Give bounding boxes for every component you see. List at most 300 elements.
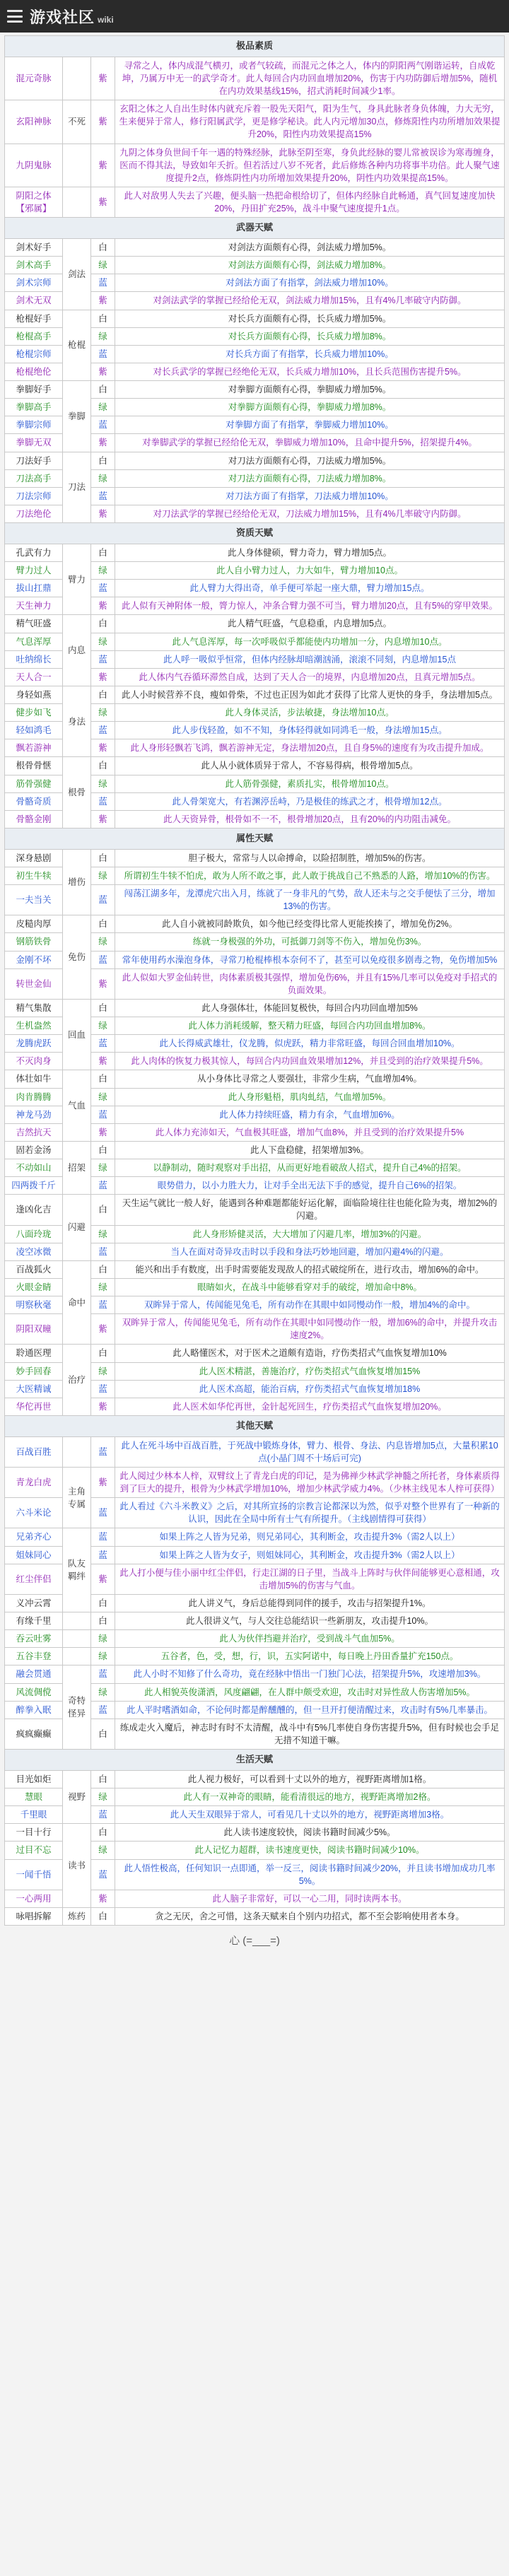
trait-description: 天生运气就比一般人好，能遇到各种难题都能好运化解，面临险境往往也能化险为夷，增加2%的闪避。: [115, 1195, 505, 1225]
trait-rarity: 紫: [91, 1398, 115, 1415]
trait-rarity: 白: [91, 239, 115, 257]
section-header-row: [5, 36, 505, 57]
table-row: [5, 1467, 505, 1497]
trait-name[interactable]: 风流倜傥: [5, 1683, 63, 1701]
trait-description: 此人记忆力超群，读书速度更快，阅读书籍时间减少10%。: [115, 1842, 505, 1859]
trait-description: 此人小时不知修了什么奇功，竟在经脉中悟出一门独门心法，招架提升5%，攻速增加3%。: [115, 1665, 505, 1683]
trait-name[interactable]: 气息浑厚: [5, 633, 63, 650]
trait-rarity: 白: [91, 310, 115, 327]
page-footer: [0, 1926, 509, 1954]
trait-rarity: 绿: [91, 327, 115, 345]
trait-description: 从小身体比寻常之人要强壮，非常少生病，气血增加4%。: [115, 1070, 505, 1088]
trait-description: 寻常之人，体内成混气横刃，或者气较疏，而混元之体之人，体内的阴阳两气刚谐运转，自成乾坤，乃属万中无一的武学奇才。此人每回合内功回血增加20%，伤害于内功防御后增加5%，随机在内功效果基线15%，招式消耗时间减少1率。: [115, 57, 505, 100]
table-row: [5, 452, 505, 469]
trait-name[interactable]: 刀法好手: [5, 452, 63, 469]
trait-name[interactable]: 红尘伴侣: [5, 1564, 63, 1594]
trait-category: 招架: [63, 1141, 91, 1194]
table-row: [5, 686, 505, 703]
trait-description: 所谓初生牛犊不怕虎，敢为人所不敢之事，此人敢于挑战自己不熟悉的人路，增加10%的伤害。: [115, 867, 505, 884]
trait-description: 此人下盘稳健，招架增加3%。: [115, 1141, 505, 1159]
table-row: [5, 100, 505, 144]
trait-category: [63, 187, 91, 217]
trait-name[interactable]: 混元奇脉: [5, 57, 63, 100]
trait-rarity: 白: [91, 1907, 115, 1925]
trait-name[interactable]: 枪棍好手: [5, 310, 63, 327]
trait-rarity: 紫: [91, 810, 115, 828]
main-content: [0, 33, 509, 1926]
trait-rarity: 白: [91, 849, 115, 867]
trait-name[interactable]: 固若金汤: [5, 1141, 63, 1159]
trait-description: 此人相貌英俊潇洒，风度翩翩，在人群中颇受欢迎，攻击时对异性敌人伤害增加5%。: [115, 1683, 505, 1701]
trait-rarity: 蓝: [91, 951, 115, 968]
trait-name[interactable]: 神龙马劲: [5, 1106, 63, 1123]
trait-description: 此人体内气吞循环滞然自成，达到了天人合一的境界，内息增加20点，且真元增加5点。: [115, 668, 505, 686]
trait-name[interactable]: 百战百胜: [5, 1436, 63, 1467]
trait-description: 此人小时候营养不良，瘦如骨柴，不过也正因为如此才获得了比常人更快的身手，身法增加5点。: [115, 686, 505, 703]
trait-name[interactable]: 拳脚高手: [5, 399, 63, 416]
trait-name[interactable]: 醉拳入眠: [5, 1701, 63, 1719]
trait-rarity: 蓝: [91, 274, 115, 292]
trait-name[interactable]: 臂力过人: [5, 562, 63, 580]
trait-rarity: 绿: [91, 1088, 115, 1106]
trait-rarity: 紫: [91, 1564, 115, 1594]
trait-description: 此人筋骨强健，素质扎实，根骨增加10点。: [115, 775, 505, 792]
trait-name[interactable]: 玄阳神脉: [5, 100, 63, 144]
trait-name[interactable]: 青龙白虎: [5, 1467, 63, 1497]
table-row: [5, 1907, 505, 1925]
trait-description: 对长兵武学的掌握已经绝伦无双，长兵威力增加10%，且长兵范围伤害提升5%。: [115, 363, 505, 380]
trait-category: [63, 1630, 91, 1648]
trait-category: 内息: [63, 615, 91, 686]
trait-description: 五谷者，色，受，想，行，识，五实阿诺中，每日晚上丹田香量扩充150点。: [115, 1648, 505, 1665]
trait-name[interactable]: 有缘千里: [5, 1612, 63, 1630]
trait-name[interactable]: 金刚不坏: [5, 951, 63, 968]
trait-description: 对剑法方面颇有心得，剑法威力增加8%。: [115, 257, 505, 274]
section-title: 属性天赋: [5, 828, 505, 849]
trait-name[interactable]: 转世金仙: [5, 968, 63, 999]
trait-description: 对拳脚方面颇有心得，拳脚威力增加5%。: [115, 381, 505, 399]
trait-name[interactable]: 目光如炬: [5, 1770, 63, 1788]
table-row: [5, 1528, 505, 1546]
table-row: [5, 1770, 505, 1788]
trait-description: 此人略懂医术，对于医术之道颇有造诣，疗伤类招式气血恢复增加10%: [115, 1345, 505, 1362]
trait-description: 此人身强体壮，体能回复极快，每回合内功回血增加5%: [115, 999, 505, 1017]
trait-rarity: 蓝: [91, 1035, 115, 1053]
trait-rarity: 白: [91, 615, 115, 633]
table-row: [5, 1345, 505, 1362]
trait-name[interactable]: 剑术好手: [5, 239, 63, 257]
trait-description: 此人读书速度较快，阅读书籍时间减少5%。: [115, 1824, 505, 1842]
trait-description: 此人体力充沛如天，气血极其旺盛，增加气血8%，并且受到的治疗效果提升5%: [115, 1123, 505, 1141]
trait-rarity: 紫: [91, 1053, 115, 1070]
trait-description: 对长兵方面颇有心得，长兵威力增加8%。: [115, 327, 505, 345]
trait-rarity: 绿: [91, 933, 115, 951]
trait-rarity: 白: [91, 915, 115, 933]
trait-description: 此人讲义气，身后总能得到同伴的援手，攻击与招架提升1%。: [115, 1594, 505, 1612]
trait-rarity: 白: [91, 686, 115, 703]
trait-name[interactable]: 疯疯癫癫: [5, 1719, 63, 1749]
trait-category: 闪避: [63, 1195, 91, 1261]
trait-description: 此人身体健硕，臂力奇力，臂力增加5点。: [115, 544, 505, 561]
trait-name[interactable]: 精气旺盛: [5, 615, 63, 633]
trait-rarity: 紫: [91, 292, 115, 310]
trait-rarity: 蓝: [91, 1436, 115, 1467]
section-header-row: [5, 523, 505, 544]
trait-name[interactable]: 一闻千悟: [5, 1859, 63, 1890]
trait-rarity: 紫: [91, 187, 115, 217]
trait-name[interactable]: 刀法高手: [5, 469, 63, 487]
trait-description: 当人在面对奇异攻击时以手段和身法巧妙地回避，增加闪避4%的闪避。: [115, 1243, 505, 1260]
trait-name[interactable]: 剑术无双: [5, 292, 63, 310]
trait-description: 双眸异于常人，传闻能见兔毛，所有动作在其眼中如同慢动作一般，增加4%的命中。: [115, 1296, 505, 1314]
trait-description: 玄阳之体之人自出生时体内就充斥着一股先天阳气，阳为生气，身具此脉者身负体魄，力大无穷，生来便异于常人，修行阳属武学，更是修学秘诀。此人内元增加30点，修炼阳性内功所增加效果提升20%，阳性内功效果提高15%: [115, 100, 505, 144]
trait-name[interactable]: 皮糙肉厚: [5, 915, 63, 933]
trait-name[interactable]: 枪棍高手: [5, 327, 63, 345]
trait-description: 此人天生双眼异于常人，可看见几十丈以外的地方，视野距离增加3格。: [115, 1806, 505, 1824]
trait-name[interactable]: 一目十行: [5, 1824, 63, 1842]
section-header-row: [5, 828, 505, 849]
trait-description: 此人长得威武雄壮，仪龙腾，似虎跃，精力非常旺盛，每回合回血增加10%。: [115, 1035, 505, 1053]
trait-rarity: 蓝: [91, 487, 115, 505]
trait-description: 双眸异于常人，传闻能见兔毛，所有动作在其眼中如同慢动作一般，增加6%的命中，并提升攻击速度2%。: [115, 1314, 505, 1345]
trait-category: 炼药: [63, 1907, 91, 1925]
trait-description: 此人体力持续旺盛，精力有余，气血增加6%。: [115, 1106, 505, 1123]
trait-rarity: 白: [91, 381, 115, 399]
trait-rarity: 紫: [91, 668, 115, 686]
trait-description: 此人医术精湛，善施治疗，疗伤类招式气血恢复增加15%: [115, 1362, 505, 1380]
trait-name[interactable]: 慧眼: [5, 1788, 63, 1806]
trait-category: 读书: [63, 1824, 91, 1908]
trait-name[interactable]: 身轻如燕: [5, 686, 63, 703]
trait-rarity: 白: [91, 757, 115, 775]
trait-name[interactable]: 天生神力: [5, 597, 63, 615]
table-row: [5, 1070, 505, 1088]
trait-description: 此人医术如华佗再世，金针起死回生，疗伤类招式气血恢复增加20%。: [115, 1398, 505, 1415]
trait-name[interactable]: 百战狐火: [5, 1260, 63, 1278]
trait-description: 此人似如大罗金仙转世，肉体素质极其强悍，增加免伤6%，并且有15%几率可以免疫对手招式的负面效果。: [115, 968, 505, 999]
section-title: 资质天赋: [5, 523, 505, 544]
trait-rarity: 紫: [91, 144, 115, 187]
trait-name[interactable]: 精气集散: [5, 999, 63, 1017]
trait-description: 对剑法武学的掌握已经给伦无双，剑法威力增加15%，且有4%几率破守内防御。: [115, 292, 505, 310]
table-row: [5, 1436, 505, 1467]
trait-rarity: 白: [91, 1719, 115, 1749]
trait-rarity: 白: [91, 1770, 115, 1788]
trait-description: 此人在死斗场中百战百胜，于死战中锻炼身体，臂力、根骨、身法、内息皆增加5点，大量积累10点(小晶门周不十场后可完): [115, 1436, 505, 1467]
trait-rarity: 白: [91, 1612, 115, 1630]
trait-description: 能兴和出手有数度，出手时需要能发现敌人的招式破绽所在，进行攻击，增加6%的命中。: [115, 1260, 505, 1278]
trait-description: 此人视力极好，可以看到十丈以外的地方，视野距离增加1格。: [115, 1770, 505, 1788]
trait-name[interactable]: 吐纳绵长: [5, 650, 63, 668]
trait-description: 常年使用药水澡泡身体，寻常刀枪棍棒根本奈何不了，甚至可以免疫很多剧毒之物，免伤增加5%: [115, 951, 505, 968]
trait-name[interactable]: 六斗米论: [5, 1498, 63, 1528]
table-row: [5, 57, 505, 100]
trait-description: 对拳脚武学的掌握已经给伦无双，拳脚威力增加10%，且命中提升5%，招架提升4%。: [115, 434, 505, 452]
trait-category: 枪棍: [63, 310, 91, 381]
trait-rarity: 紫: [91, 434, 115, 452]
section-title: 其他天赋: [5, 1415, 505, 1436]
table-row: [5, 1630, 505, 1648]
table-row: [5, 849, 505, 867]
trait-rarity: 蓝: [91, 885, 115, 915]
trait-rarity: 绿: [91, 1225, 115, 1243]
footer-text: 心 (=___=): [229, 1934, 280, 1947]
trait-rarity: 白: [91, 999, 115, 1017]
trait-name[interactable]: 初生牛犊: [5, 867, 63, 884]
trait-name[interactable]: 五谷丰登: [5, 1648, 63, 1665]
trait-name[interactable]: 逢凶化吉: [5, 1195, 63, 1225]
trait-name[interactable]: 健步如飞: [5, 704, 63, 722]
trait-category: 主角专属: [63, 1467, 91, 1528]
trait-name[interactable]: 妙手回春: [5, 1362, 63, 1380]
trait-rarity: 蓝: [91, 650, 115, 668]
trait-description: 此人臂力大得出奇，单手便可举起一座大鼎，臂力增加15点。: [115, 580, 505, 597]
trait-description: 如果上阵之人皆为兄弟，则兄弟同心，其利断金，攻击提升3%（需2人以上）: [115, 1528, 505, 1546]
site-logo[interactable]: [30, 6, 114, 28]
trait-name[interactable]: 千里眼: [5, 1806, 63, 1824]
trait-rarity: 蓝: [91, 1546, 115, 1564]
table-row: [5, 1141, 505, 1159]
trait-name[interactable]: 大医精诚: [5, 1380, 63, 1398]
trait-name[interactable]: 枪棍宗师: [5, 345, 63, 363]
trait-rarity: 紫: [91, 597, 115, 615]
trait-rarity: 绿: [91, 399, 115, 416]
table-row: [5, 144, 505, 187]
trait-name[interactable]: 明察秋毫: [5, 1296, 63, 1314]
trait-rarity: 蓝: [91, 345, 115, 363]
trait-category: 身法: [63, 686, 91, 757]
trait-name[interactable]: 拔山扛鼎: [5, 580, 63, 597]
table-row: [5, 187, 505, 217]
trait-rarity: 紫: [91, 505, 115, 522]
trait-rarity: 绿: [91, 1630, 115, 1648]
trait-name[interactable]: 根骨骨惬: [5, 757, 63, 775]
trait-name[interactable]: 肉肯腾腾: [5, 1088, 63, 1106]
trait-name[interactable]: 不动如山: [5, 1159, 63, 1177]
trait-rarity: 紫: [91, 1123, 115, 1141]
trait-rarity: 蓝: [91, 1806, 115, 1824]
trait-rarity: 紫: [91, 968, 115, 999]
trait-rarity: 绿: [91, 633, 115, 650]
trait-description: 此人肉体的恢复力极其惊人，每回合内功回血效果增加12%，并且受到的治疗效果提升5%。: [115, 1053, 505, 1070]
trait-name[interactable]: 深身悬剧: [5, 849, 63, 867]
trait-rarity: 蓝: [91, 1528, 115, 1546]
trait-name[interactable]: 拳脚宗师: [5, 416, 63, 434]
trait-name[interactable]: 义冲云霄: [5, 1594, 63, 1612]
trait-rarity: 绿: [91, 1788, 115, 1806]
table-row: [5, 1665, 505, 1683]
trait-name[interactable]: 拳脚无双: [5, 434, 63, 452]
trait-description: 闯荡江湖多年，龙潭虎穴出入月，练就了一身非凡的气势，敌人还未与之交手便怯了三分，增加13%的伤害。: [115, 885, 505, 915]
trait-description: 此人似有天神附体一般，膂力惊人，冲条合臂力强不可当，臂力增加20点，且有5%的穿甲效果。: [115, 597, 505, 615]
trait-description: 对刀法方面颇有心得，刀法威力增加8%。: [115, 469, 505, 487]
trait-description: 如果上阵之人皆为女子，则姐妹同心，其利断金，攻击提升3%（需2人以上）: [115, 1546, 505, 1564]
trait-description: 此人阅过少林本人梓，双臂纹上了青龙白虎的印记，是为佛禅少林武学神髓之所托者，身体素质得到了巨大的提升，根骨为少林武学增加10%，增加少林武学威力4%。（少林主线见本人梓可获得）: [115, 1467, 505, 1497]
trait-description: 对剑法方面了有指掌，剑法威力增加10%。: [115, 274, 505, 292]
section-header-row: [5, 1415, 505, 1436]
trait-rarity: 蓝: [91, 792, 115, 810]
trait-rarity: 白: [91, 1345, 115, 1362]
trait-rarity: 白: [91, 1070, 115, 1088]
trait-category: [63, 1612, 91, 1630]
trait-description: 此人身形魁梧，肌肉虬结，气血增加5%。: [115, 1088, 505, 1106]
trait-description: 此人对敌男人失去了兴趣，便头脑一热把命根给切了，但体内经脉自此畅通，真气回复速度加快20%，丹田扩充25%，战斗中聚气速度提升1点。: [115, 187, 505, 217]
trait-category: 剑法: [63, 239, 91, 310]
trait-name[interactable]: 一夫当关: [5, 885, 63, 915]
trait-rarity: 蓝: [91, 416, 115, 434]
trait-description: 此人平时嗜酒如命，不论何时都是醉醺醺的，但一旦开打便清醒过来，攻击时有5%几率暴击。: [115, 1701, 505, 1719]
trait-description: 此人自小就被同龄欺负，如今他已经变得比常人更能挨揍了，增加免伤2%。: [115, 915, 505, 933]
trait-name[interactable]: 吉然抗天: [5, 1123, 63, 1141]
trait-rarity: 紫: [91, 57, 115, 100]
table-row: [5, 1824, 505, 1842]
trait-description: 眼势借力，以小力胜大力，让对手全出无法下手的感觉，提升自己6%的招架。: [115, 1177, 505, 1195]
trait-rarity: 紫: [91, 1314, 115, 1345]
table-row: [5, 1612, 505, 1630]
trait-name[interactable]: 钢筋铁骨: [5, 933, 63, 951]
trait-name[interactable]: 骨骼金刚: [5, 810, 63, 828]
trait-rarity: 紫: [91, 739, 115, 757]
table-row: [5, 310, 505, 327]
top-nav-bar: [0, 0, 509, 33]
trait-name[interactable]: 阴阳之体【邪属】: [5, 187, 63, 217]
trait-rarity: 蓝: [91, 1498, 115, 1528]
trait-rarity: 绿: [91, 469, 115, 487]
trait-name[interactable]: 不灭肉身: [5, 1053, 63, 1070]
trait-name[interactable]: 融会贯通: [5, 1665, 63, 1683]
trait-name[interactable]: 生机盎然: [5, 1017, 63, 1035]
trait-rarity: 绿: [91, 1842, 115, 1859]
trait-category: 拳脚: [63, 381, 91, 452]
trait-description: 此人为伙伴挡避并治疗，受到战斗气血加5%。: [115, 1630, 505, 1648]
trait-description: 贪之无厌，舍之可惜，这条天赋来自个别内功招式，都不至会影响使用者本身。: [115, 1907, 505, 1925]
trait-rarity: 蓝: [91, 1859, 115, 1890]
trait-name[interactable]: 孔武有力: [5, 544, 63, 561]
trait-rarity: 白: [91, 452, 115, 469]
trait-name[interactable]: 刀法宗师: [5, 487, 63, 505]
trait-name[interactable]: 兄弟齐心: [5, 1528, 63, 1546]
trait-name[interactable]: 一心两用: [5, 1890, 63, 1907]
trait-name[interactable]: 筋骨强健: [5, 775, 63, 792]
trait-description: 此人骨架宽大，有若渊渟岳峙，乃是极佳的练武之才，根骨增加12点。: [115, 792, 505, 810]
trait-category: 刀法: [63, 452, 91, 523]
trait-rarity: 蓝: [91, 1701, 115, 1719]
trait-rarity: 绿: [91, 1362, 115, 1380]
trait-category: [63, 1648, 91, 1665]
trait-rarity: 白: [91, 1260, 115, 1278]
trait-description: 此人身形矫健灵活，大大增加了闪避几率，增加3%的闪避。: [115, 1225, 505, 1243]
trait-name[interactable]: 枪棍绝伦: [5, 363, 63, 380]
table-row: [5, 1195, 505, 1225]
trait-name[interactable]: 火眼金睛: [5, 1278, 63, 1296]
trait-rarity: 紫: [91, 1467, 115, 1497]
table-row: [5, 1260, 505, 1278]
trait-description: 此人看过《六斗米教义》之后，对其所宣扬的宗教言论都深以为然，似乎对整个世界有了一种新的认识，因此在全局中所有士气有所提升。（主线剧情得可获得）: [115, 1498, 505, 1528]
hamburger-menu-icon[interactable]: [7, 10, 23, 23]
trait-category: 队友羁绊: [63, 1528, 91, 1612]
trait-category: 视野: [63, 1770, 91, 1823]
trait-category: 命中: [63, 1260, 91, 1345]
trait-rarity: 绿: [91, 775, 115, 792]
trait-category: [63, 144, 91, 187]
section-title: 武器天赋: [5, 218, 505, 239]
table-row: [5, 544, 505, 561]
trait-description: 此人有一双神奇的眼睛，能看清很远的地方，视野距离增加2格。: [115, 1788, 505, 1806]
trait-rarity: 蓝: [91, 1106, 115, 1123]
trait-rarity: 蓝: [91, 1665, 115, 1683]
trait-rarity: 绿: [91, 1278, 115, 1296]
site-logo-text: 游戏社区: [30, 8, 95, 27]
trait-name[interactable]: 剑术高手: [5, 257, 63, 274]
trait-description: 对刀法方面了有指掌，刀法威力增加10%。: [115, 487, 505, 505]
table-row: [5, 239, 505, 257]
trait-name[interactable]: 拳脚好手: [5, 381, 63, 399]
trait-name[interactable]: 骨骼奇质: [5, 792, 63, 810]
trait-description: 以静制动，随时观察对手出招，从而更好地看破敌人招式，提升自己4%的招架。: [115, 1159, 505, 1177]
trait-rarity: 白: [91, 1141, 115, 1159]
trait-rarity: 紫: [91, 363, 115, 380]
trait-description: 此人呼一吸似乎恒常，但体内经脉却暗潮汹涌，滚滚不同刻，内息增加15点: [115, 650, 505, 668]
trait-name[interactable]: 九阴鬼脉: [5, 144, 63, 187]
trait-description: 此人身体灵活，步法敏捷，身法增加10点。: [115, 704, 505, 722]
trait-rarity: 白: [91, 1594, 115, 1612]
trait-name[interactable]: 轻如鸿毛: [5, 722, 63, 739]
trait-rarity: 蓝: [91, 1177, 115, 1195]
trait-rarity: 绿: [91, 704, 115, 722]
trait-name[interactable]: 咏唱拆解: [5, 1907, 63, 1925]
trait-category: 增伤: [63, 849, 91, 915]
trait-description: 此人身形轻飘若飞鸿，飘若游神无定，身法增加20点，且自身5%的速度有为攻击提升加成。: [115, 739, 505, 757]
trait-category: 气血: [63, 1070, 91, 1142]
trait-name[interactable]: 四两拨千斤: [5, 1177, 63, 1195]
trait-description: 胆子极大，常常与人以命搏命，以险招制胜，增加5%的伤害。: [115, 849, 505, 867]
trait-description: 此人自小臂力过人，力大如牛，臂力增加10点。: [115, 562, 505, 580]
trait-category: 治疗: [63, 1345, 91, 1416]
trait-name[interactable]: 剑术宗师: [5, 274, 63, 292]
trait-description: 此人天资异骨，根骨如不一不，根骨增加20点，且有20%的内功阻击减免。: [115, 810, 505, 828]
trait-category: [63, 1436, 91, 1467]
trait-name[interactable]: 八面玲珑: [5, 1225, 63, 1243]
trait-name[interactable]: 飘若游神: [5, 739, 63, 757]
trait-rarity: 紫: [91, 1890, 115, 1907]
trait-name[interactable]: 体壮如牛: [5, 1070, 63, 1088]
trait-name[interactable]: 吞云吐雾: [5, 1630, 63, 1648]
trait-name[interactable]: 凌空冰微: [5, 1243, 63, 1260]
trait-category: 免伤: [63, 915, 91, 1000]
trait-name[interactable]: 聆通医理: [5, 1345, 63, 1362]
section-title: 极品素质: [5, 36, 505, 57]
trait-category: 不死: [63, 100, 91, 144]
trait-description: 对刀法方面颇有心得，刀法威力增加5%。: [115, 452, 505, 469]
trait-name[interactable]: 龙腾虎跃: [5, 1035, 63, 1053]
trait-description: 此人脑子非常好，可以一心二用，同时读两本书。: [115, 1890, 505, 1907]
trait-rarity: 绿: [91, 1017, 115, 1035]
trait-description: 对拳脚方面颇有心得，拳脚威力增加8%。: [115, 399, 505, 416]
trait-name[interactable]: 刀法绝伦: [5, 505, 63, 522]
trait-rarity: 白: [91, 1824, 115, 1842]
trait-name[interactable]: 姐妹同心: [5, 1546, 63, 1564]
trait-name[interactable]: 阴阳双瞳: [5, 1314, 63, 1345]
trait-category: [63, 57, 91, 100]
trait-name[interactable]: 过目不忘: [5, 1842, 63, 1859]
trait-name[interactable]: 华佗再世: [5, 1398, 63, 1415]
site-logo-subtitle: wiki: [98, 14, 114, 25]
trait-rarity: 绿: [91, 867, 115, 884]
trait-description: 此人体力消耗缓解，整天精力旺盛，每回合内功回血增加8%。: [115, 1017, 505, 1035]
trait-name[interactable]: 天人合一: [5, 668, 63, 686]
trait-rarity: 绿: [91, 257, 115, 274]
trait-description: 九阴之体身负世间千年一遇的特殊经脉，此脉至阴至寒，身负此经脉的婴儿常被误诊为寒毒缠身，医而不得其法，导致如年夭折。但若活过八岁不死者，此后修炼各种内功将事半功倍。此人聚气速度提升2点，修炼阴性内功所增加效果提升20%，阴性内功效果提高15%。: [115, 144, 505, 187]
